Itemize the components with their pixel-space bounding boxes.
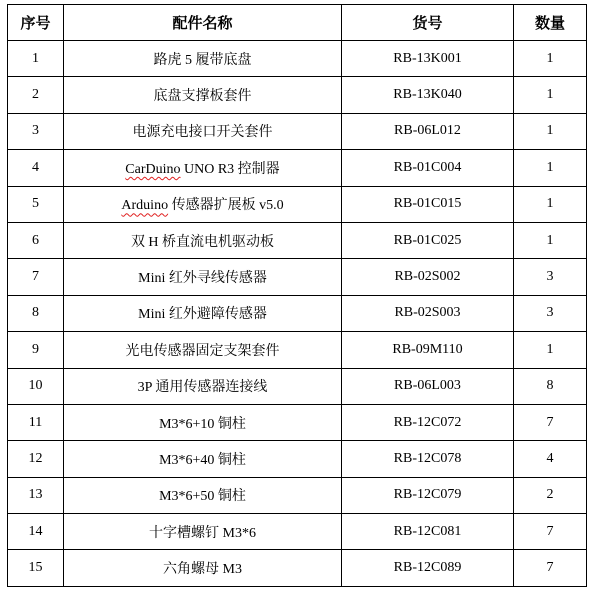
cell-index: 2 xyxy=(8,77,64,113)
cell-part-name: 底盘支撑板套件 xyxy=(64,77,342,113)
cell-sku: RB-02S002 xyxy=(342,259,514,295)
cell-index: 3 xyxy=(8,113,64,149)
header-row xyxy=(8,5,587,41)
table-row xyxy=(8,441,587,477)
cell-index: 13 xyxy=(8,477,64,513)
cell-sku: RB-01C015 xyxy=(342,186,514,222)
cell-index: 1 xyxy=(8,41,64,77)
header-part-name: 配件名称 xyxy=(64,5,342,41)
cell-index: 6 xyxy=(8,222,64,258)
cell-part-name xyxy=(64,150,342,186)
table-row xyxy=(8,222,587,258)
cell-quantity: 7 xyxy=(514,514,587,550)
cell-quantity: 1 xyxy=(514,150,587,186)
table-row xyxy=(8,77,587,113)
cell-sku: RB-12C078 xyxy=(342,441,514,477)
cell-quantity: 8 xyxy=(514,368,587,404)
cell-quantity: 3 xyxy=(514,295,587,331)
cell-index: 11 xyxy=(8,404,64,440)
cell-part-name: 双 H 桥直流电机驱动板 xyxy=(64,222,342,258)
cell-quantity: 1 xyxy=(514,186,587,222)
cell-part-name: 电源充电接口开关套件 xyxy=(64,113,342,149)
table-row xyxy=(8,41,587,77)
cell-quantity: 1 xyxy=(514,77,587,113)
cell-part-name xyxy=(64,186,342,222)
cell-sku: RB-13K001 xyxy=(342,41,514,77)
parts-list-table xyxy=(7,4,587,587)
cell-index: 5 xyxy=(8,186,64,222)
cell-part-name: 3P 通用传感器连接线 xyxy=(64,368,342,404)
table-row xyxy=(8,113,587,149)
cell-sku: RB-02S003 xyxy=(342,295,514,331)
cell-quantity: 3 xyxy=(514,259,587,295)
part-name-rest: 传感器扩展板 v5.0 xyxy=(168,198,284,214)
cell-sku: RB-12C081 xyxy=(342,514,514,550)
cell-part-name: 六角螺母 M3 xyxy=(64,550,342,586)
table-row xyxy=(8,514,587,550)
table-row xyxy=(8,295,587,331)
part-name-rest: UNO R3 控制器 xyxy=(180,161,280,177)
cell-index: 14 xyxy=(8,514,64,550)
spellcheck-marked-word: Arduino xyxy=(121,198,169,214)
cell-part-name: M3*6+50 铜柱 xyxy=(64,477,342,513)
cell-index: 4 xyxy=(8,150,64,186)
table-row xyxy=(8,186,587,222)
table-row xyxy=(8,150,587,186)
cell-part-name: 十字槽螺钉 M3*6 xyxy=(64,514,342,550)
table-header xyxy=(8,5,587,41)
cell-part-name: Mini 红外寻线传感器 xyxy=(64,259,342,295)
cell-quantity: 1 xyxy=(514,41,587,77)
cell-part-name: 路虎 5 履带底盘 xyxy=(64,41,342,77)
cell-quantity: 7 xyxy=(514,550,587,586)
cell-index: 15 xyxy=(8,550,64,586)
cell-quantity: 7 xyxy=(514,404,587,440)
table-body xyxy=(8,41,587,587)
cell-index: 7 xyxy=(8,259,64,295)
table-row xyxy=(8,550,587,586)
header-quantity: 数量 xyxy=(514,5,587,41)
cell-quantity: 4 xyxy=(514,441,587,477)
cell-quantity: 2 xyxy=(514,477,587,513)
cell-quantity: 1 xyxy=(514,332,587,368)
table-row xyxy=(8,404,587,440)
cell-sku: RB-01C004 xyxy=(342,150,514,186)
cell-quantity: 1 xyxy=(514,222,587,258)
table-row xyxy=(8,332,587,368)
cell-index: 10 xyxy=(8,368,64,404)
table-row xyxy=(8,368,587,404)
cell-quantity: 1 xyxy=(514,113,587,149)
cell-sku: RB-13K040 xyxy=(342,77,514,113)
cell-index: 12 xyxy=(8,441,64,477)
table-row xyxy=(8,259,587,295)
cell-sku: RB-12C089 xyxy=(342,550,514,586)
cell-index: 9 xyxy=(8,332,64,368)
spellcheck-marked-word: CarDuino xyxy=(125,161,181,177)
cell-sku: RB-06L003 xyxy=(342,368,514,404)
cell-part-name: Mini 红外避障传感器 xyxy=(64,295,342,331)
cell-sku: RB-09M110 xyxy=(342,332,514,368)
cell-sku: RB-01C025 xyxy=(342,222,514,258)
cell-sku: RB-12C079 xyxy=(342,477,514,513)
cell-part-name: M3*6+40 铜柱 xyxy=(64,441,342,477)
cell-sku: RB-12C072 xyxy=(342,404,514,440)
cell-sku: RB-06L012 xyxy=(342,113,514,149)
header-sku: 货号 xyxy=(342,5,514,41)
cell-part-name: M3*6+10 铜柱 xyxy=(64,404,342,440)
cell-part-name: 光电传感器固定支架套件 xyxy=(64,332,342,368)
header-index: 序号 xyxy=(8,5,64,41)
table-row xyxy=(8,477,587,513)
cell-index: 8 xyxy=(8,295,64,331)
